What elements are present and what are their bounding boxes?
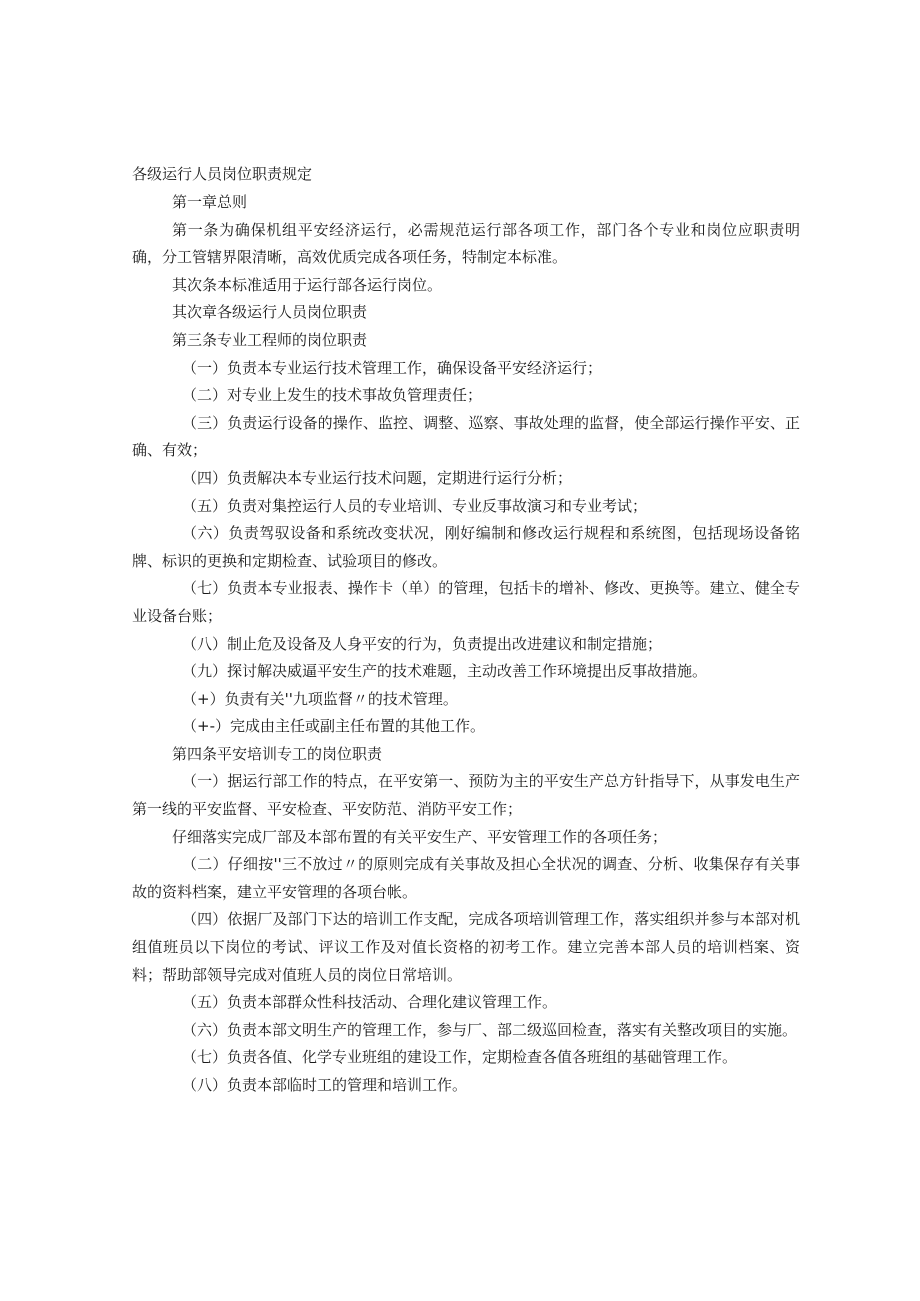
list-item: （一）据运行部工作的特点，在平安第一、预防为主的平安生产总方针指导下，从事发电生产第一线的平安监督、平安检查、平安防范、消防平安工作；: [132, 772, 800, 819]
list-item: （六）负责本部文明生产的管理工作，参与厂、部二级巡回检查，落实有关整改项目的实施。: [182, 1020, 798, 1039]
list-item: （三）负责运行设备的操作、监控、调整、巡察、事故处理的监督，使全部运行操作平安、正确、有效；: [132, 413, 800, 460]
list-item: （八）制止危及设备及人身平安的行为，负责提出改进建议和制定措施；: [182, 634, 663, 653]
article-paragraph: 仔细落实完成厂部及本部布置的有关平安生产、平安管理工作的各项任务；: [172, 827, 668, 846]
document-title: 各级运行人员岗位职责规定: [132, 165, 313, 183]
article-paragraph: 第一条为确保机组平安经济运行，必需规范运行部各项工作，部门各个专业和岗位应职责明确，分工管辖界限清晰，高效优质完成各项任务，特制定本标准。: [132, 220, 800, 267]
list-item: （五）负责本部群众性科技活动、合理化建议管理工作。: [182, 993, 558, 1012]
article-heading: 第三条专业工程师的岗位职责: [172, 330, 368, 349]
list-item: （九）探讨解决威逼平安生产的技术难题，主动改善工作环境提出反事故措施。: [182, 662, 708, 681]
list-item: （八）负责本部临时工的管理和培训工作。: [182, 1076, 468, 1094]
list-item: （一）负责本专业运行技术管理工作，确保设备平安经济运行；: [182, 358, 603, 377]
document-body: [132, 189, 800, 1100]
list-item: （五）负责对集控运行人员的专业培训、专业反事故演习和专业考试；: [182, 496, 648, 515]
chapter-heading: 第一章总则: [172, 193, 248, 211]
list-item: （六）负责驾驭设备和系统改变状况，刚好编制和修改运行规程和系统图，包括现场设备铭牌、标识的更换和定期检查、试验项目的修改。: [132, 524, 800, 570]
list-item: （七）负责各值、化学专业班组的建设工作，定期检查各值各班组的基础管理工作。: [182, 1048, 738, 1067]
list-item: （+）负责有关''九项监督〃的技术管理。: [182, 689, 458, 708]
chapter-heading: 其次章各级运行人员岗位职责: [172, 303, 368, 322]
list-item: （二）对专业上发生的技术事故负管理责任；: [182, 386, 483, 405]
article-paragraph: 其次条本标准适用于运行部各运行岗位。: [172, 275, 443, 294]
list-item: （四）负责解决本专业运行技术问题，定期进行运行分析；: [182, 468, 573, 487]
list-item: （二）仔细按''三不放过〃的原则完成有关事故及担心全状况的调查、分析、收集保存有关事故的资料档案，建立平安管理的各项台帐。: [132, 855, 800, 901]
list-item: （七）负责本专业报表、操作卡（单）的管理，包括卡的增补、修改、更换等。建立、健全专业设备台账；: [132, 579, 800, 625]
list-item: （+-）完成由主任或副主任布置的其他工作。: [182, 717, 485, 736]
list-item: （四）依据厂及部门下达的培训工作支配，完成各项培训管理工作，落实组织并参与本部对机组值班员以下岗位的考试、评议工作及对值长资格的初考工作。建立完善本部人员的培训档案、资料；帮助部领导完成对值班人员的岗位日常培训。: [132, 910, 800, 984]
article-heading: 第四条平安培训专工的岗位职责: [172, 744, 383, 763]
